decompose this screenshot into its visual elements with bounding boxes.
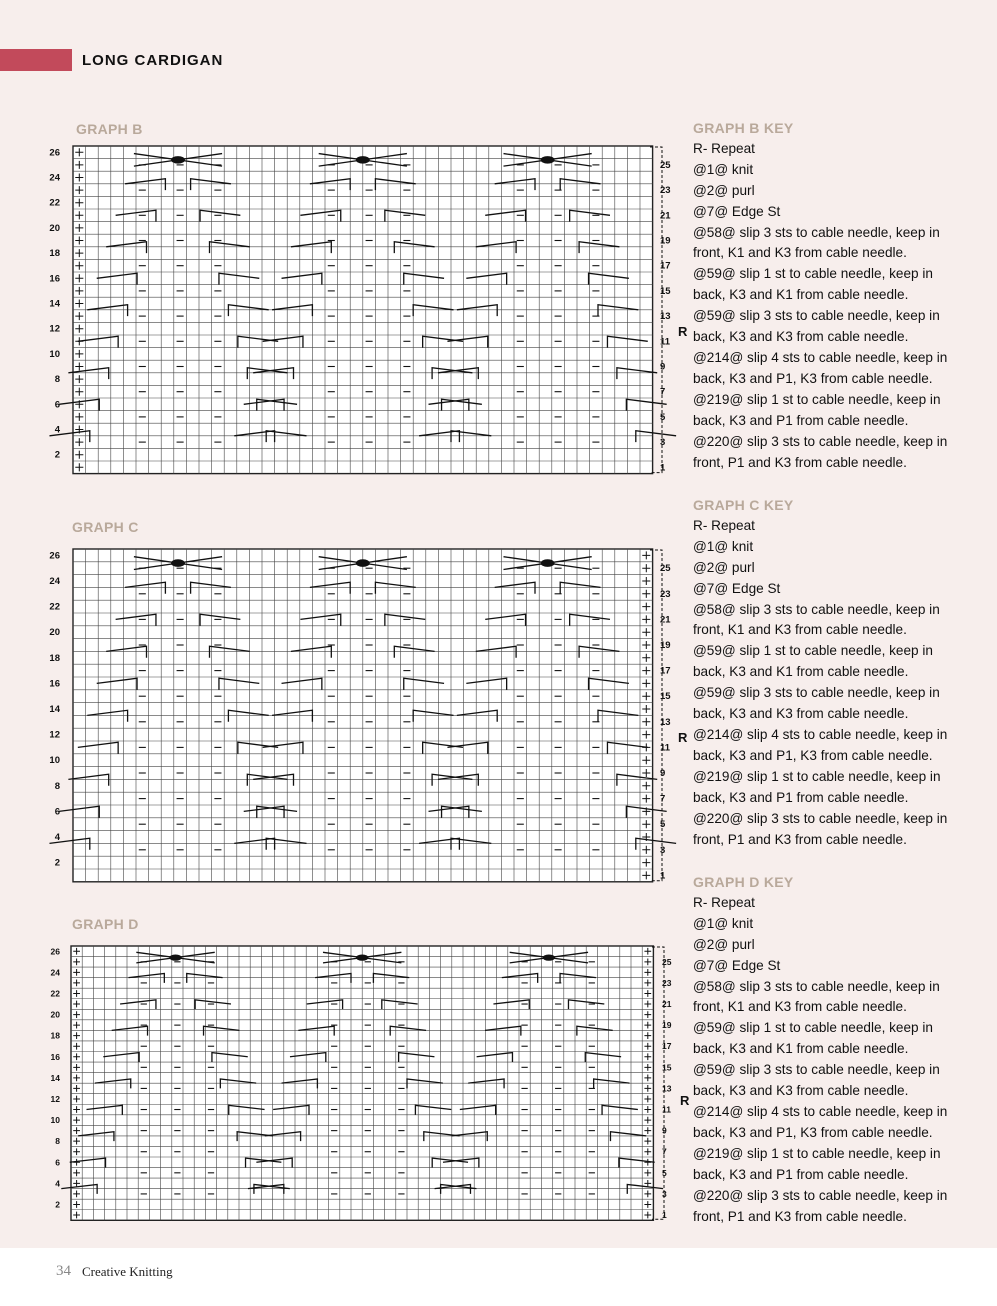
key-line: R- Repeat: [693, 517, 755, 533]
row-label-left: 26: [49, 147, 60, 159]
cable-cross-dot: [356, 559, 370, 567]
row-label-right: 9: [660, 768, 666, 779]
row-label-left: 24: [49, 576, 60, 587]
cable-cross-dot: [356, 954, 368, 960]
key-line: R- Repeat: [693, 140, 755, 156]
key-line: @59@ slip 1 st to cable needle, keep in: [693, 643, 933, 659]
row-label-right: 23: [660, 588, 671, 600]
row-label-right: 21: [660, 210, 671, 222]
key-line: @2@ purl: [693, 182, 755, 198]
row-label-right: 19: [660, 640, 671, 651]
row-label-left: 8: [54, 374, 60, 386]
row-label-right: 15: [660, 285, 671, 297]
row-label-left: 24: [49, 172, 60, 184]
row-label-left: 18: [50, 1030, 60, 1041]
key-line: back, K3 and P1 from cable needle.: [693, 412, 909, 428]
chart-grid: [73, 146, 653, 474]
row-label-right: 7: [662, 1146, 667, 1157]
row-label-right: 3: [660, 844, 666, 856]
key-line: @219@ slip 1 st to cable needle, keep in: [693, 768, 941, 784]
row-label-right: 9: [662, 1125, 667, 1136]
row-label-left: 22: [49, 197, 60, 209]
key-line: front, K1 and K3 from cable needle.: [693, 622, 907, 638]
chart-grid: [71, 946, 653, 1220]
key-line: @59@ slip 3 sts to cable needle, keep in: [693, 1062, 940, 1078]
key-line: back, K3 and P1, K3 from cable needle.: [693, 370, 933, 386]
row-label-left: 2: [54, 449, 60, 461]
key-line: @214@ slip 4 sts to cable needle, keep in: [693, 349, 948, 365]
key-line: @7@ Edge St: [693, 580, 781, 596]
key-line: R- Repeat: [693, 894, 755, 910]
key-line: @1@ knit: [693, 538, 754, 554]
row-label-left: 12: [49, 729, 60, 741]
row-label-left: 14: [50, 1072, 60, 1083]
row-label-left: 2: [54, 857, 60, 869]
graph-d-chart: [40, 942, 700, 1227]
key-line: @58@ slip 3 sts to cable needle, keep in: [693, 224, 940, 240]
row-label-left: 26: [50, 946, 60, 957]
key-line: back, K3 and K3 from cable needle.: [693, 706, 909, 722]
row-label-right: 17: [662, 1041, 672, 1052]
row-label-left: 20: [49, 627, 60, 639]
row-label-left: 18: [49, 652, 60, 664]
row-label-left: 4: [54, 832, 60, 843]
repeat-label: R: [678, 324, 688, 340]
row-label-right: 3: [662, 1188, 667, 1199]
key-line: @220@ slip 3 sts to cable needle, keep in: [693, 810, 948, 826]
key-line: @220@ slip 3 sts to cable needle, keep in: [693, 433, 948, 449]
row-label-right: 17: [660, 260, 671, 272]
key-line: @58@ slip 3 sts to cable needle, keep in: [693, 601, 940, 617]
row-label-left: 8: [54, 780, 60, 792]
row-label-left: 20: [49, 222, 60, 234]
row-label-left: 12: [50, 1093, 60, 1104]
key-line: @59@ slip 1 st to cable needle, keep in: [693, 1020, 933, 1036]
row-label-right: 25: [662, 956, 672, 967]
row-label-left: 6: [54, 399, 60, 411]
row-label-right: 13: [660, 311, 671, 323]
cable-cross-dot: [171, 156, 185, 164]
key-line: back, K3 and K3 from cable needle.: [693, 1083, 909, 1099]
key-line: @1@ knit: [693, 161, 754, 177]
page-number: 34: [56, 1263, 71, 1279]
key-line: @59@ slip 1 st to cable needle, keep in: [693, 266, 933, 282]
row-label-right: 21: [660, 614, 671, 626]
row-label-left: 10: [49, 755, 60, 767]
row-label-right: 13: [662, 1083, 672, 1094]
cable-cross-dot: [541, 156, 555, 164]
row-label-left: 20: [50, 1009, 60, 1020]
cable-cross-dot: [169, 954, 181, 960]
row-label-left: 22: [50, 988, 60, 999]
cable-cross-dot: [356, 156, 370, 164]
row-label-left: 18: [49, 248, 60, 260]
row-label-right: 11: [660, 742, 671, 754]
graph-b-title: GRAPH B: [76, 121, 143, 137]
row-label-right: 19: [660, 235, 671, 247]
repeat-label: R: [680, 1093, 690, 1109]
row-label-left: 10: [50, 1115, 60, 1126]
row-label-left: 14: [49, 704, 60, 715]
page-title: LONG CARDIGAN: [82, 52, 224, 69]
row-label-right: 1: [662, 1210, 667, 1221]
graph-c-chart: [40, 542, 700, 887]
row-label-left: 8: [55, 1136, 60, 1147]
graph-b-key: [693, 118, 993, 473]
row-label-left: 26: [49, 550, 60, 562]
key-line: @214@ slip 4 sts to cable needle, keep in: [693, 726, 948, 742]
row-label-left: 16: [50, 1051, 60, 1062]
key-line: back, K3 and K1 from cable needle.: [693, 1041, 909, 1057]
key-line: front, K1 and K3 from cable needle.: [693, 245, 907, 261]
key-line: back, K3 and P1, K3 from cable needle.: [693, 747, 933, 763]
row-label-right: 25: [660, 563, 671, 575]
row-label-left: 22: [49, 601, 60, 613]
row-label-right: 1: [660, 870, 666, 882]
row-label-right: 15: [662, 1062, 672, 1073]
row-label-left: 6: [55, 1157, 60, 1168]
row-label-right: 1: [660, 462, 666, 474]
key-line: @220@ slip 3 sts to cable needle, keep in: [693, 1187, 948, 1203]
graph-c-title: GRAPH C: [72, 519, 139, 535]
key-line: @2@ purl: [693, 559, 755, 575]
row-label-left: 10: [49, 348, 60, 360]
magazine-name: Creative Knitting: [82, 1264, 173, 1279]
key-line: front, K1 and K3 from cable needle.: [693, 999, 907, 1015]
row-label-right: 23: [662, 977, 672, 988]
row-label-left: 4: [55, 1178, 60, 1189]
row-label-right: 13: [660, 716, 671, 728]
row-label-right: 9: [660, 361, 666, 373]
repeat-label: R: [678, 730, 688, 746]
row-label-right: 21: [662, 999, 672, 1010]
row-label-left: 16: [49, 678, 60, 690]
key-line: @2@ purl: [693, 936, 755, 952]
graph-d-title: GRAPH D: [72, 916, 139, 932]
row-label-right: 5: [662, 1167, 667, 1178]
row-label-left: 24: [50, 967, 60, 978]
key-line: @219@ slip 1 st to cable needle, keep in: [693, 391, 941, 407]
key-line: @1@ knit: [693, 915, 754, 931]
key-line: @59@ slip 3 sts to cable needle, keep in: [693, 308, 940, 324]
row-label-right: 25: [660, 159, 671, 171]
row-label-right: 19: [662, 1020, 672, 1031]
key-line: @59@ slip 3 sts to cable needle, keep in: [693, 685, 940, 701]
graph-c-key-title: GRAPH C KEY: [693, 497, 794, 513]
row-label-left: 12: [49, 323, 60, 335]
row-label-left: 16: [49, 273, 60, 285]
graph-b-chart: [40, 140, 700, 485]
row-label-right: 3: [660, 437, 666, 449]
key-line: @214@ slip 4 sts to cable needle, keep in: [693, 1103, 948, 1119]
cable-cross-dot: [171, 559, 185, 567]
key-line: back, K3 and P1 from cable needle.: [693, 1166, 909, 1182]
cable-cross-dot: [543, 954, 555, 960]
key-line: front, P1 and K3 from cable needle.: [693, 1208, 907, 1224]
row-label-right: 15: [660, 691, 671, 703]
graph-d-key-title: GRAPH D KEY: [693, 874, 794, 890]
cable-cross-dot: [541, 559, 555, 567]
key-line: front, P1 and K3 from cable needle.: [693, 454, 907, 470]
row-label-right: 11: [662, 1104, 671, 1115]
row-label-right: 11: [660, 336, 671, 348]
key-line: back, K3 and P1 from cable needle.: [693, 789, 909, 805]
row-label-right: 5: [660, 411, 666, 423]
key-line: @219@ slip 1 st to cable needle, keep in: [693, 1145, 941, 1161]
chart-grid: [73, 549, 653, 882]
row-label-right: 17: [660, 665, 671, 677]
row-label-right: 23: [660, 185, 671, 197]
row-label-left: 6: [54, 806, 60, 818]
key-line: back, K3 and P1, K3 from cable needle.: [693, 1124, 933, 1140]
header-accent-bar: [0, 49, 72, 71]
row-label-left: 14: [49, 298, 60, 310]
row-label-right: 5: [660, 819, 666, 831]
graph-b-key-title: GRAPH B KEY: [693, 120, 794, 136]
key-line: @7@ Edge St: [693, 957, 781, 973]
key-line: front, P1 and K3 from cable needle.: [693, 831, 907, 847]
row-label-left: 4: [54, 424, 60, 436]
key-line: back, K3 and K1 from cable needle.: [693, 664, 909, 680]
graph-d-key: [693, 872, 993, 1227]
row-label-right: 7: [660, 386, 666, 398]
row-label-left: 2: [55, 1199, 60, 1210]
key-line: @58@ slip 3 sts to cable needle, keep in: [693, 978, 940, 994]
key-line: back, K3 and K3 from cable needle.: [693, 329, 909, 345]
key-line: @7@ Edge St: [693, 203, 781, 219]
key-line: back, K3 and K1 from cable needle.: [693, 287, 909, 303]
graph-c-key: [693, 495, 993, 850]
row-label-right: 7: [660, 793, 666, 805]
